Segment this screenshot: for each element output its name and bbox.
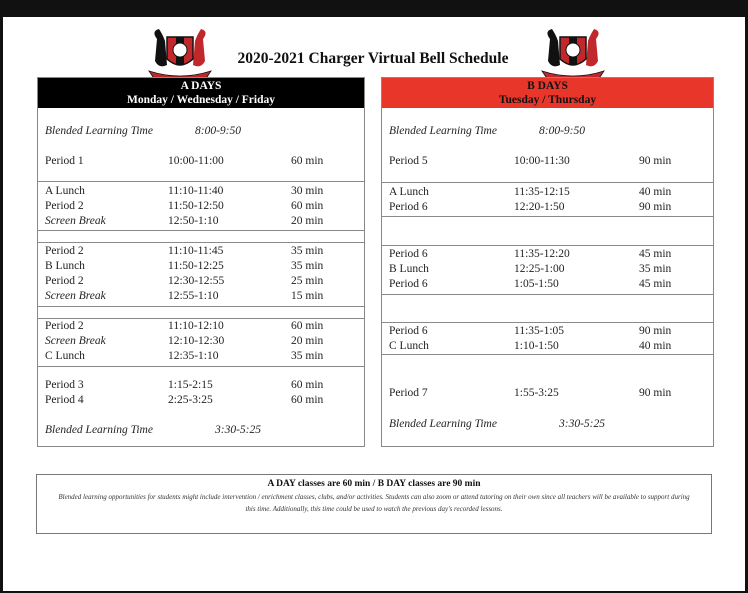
- row-min: 35 min: [291, 245, 324, 257]
- row-min: 15 min: [291, 290, 324, 302]
- divider: [38, 242, 364, 243]
- row-min: 45 min: [639, 248, 672, 260]
- row-time: 11:35-1:05: [514, 325, 565, 337]
- row-time: 1:10-1:50: [514, 340, 559, 352]
- row-time: 11:10-12:10: [168, 320, 224, 332]
- row-min: 60 min: [291, 320, 324, 332]
- note-body: Blended learning opportunities for students might include intervention / enrichment classes, clubs, and/or activities. Students can also zoom or attend tutoring on their own since all teachers will be available to support during this time. Additionally, this time could be used to watch the previous day's recorded lessons.: [58, 493, 690, 513]
- row-time: 10:00-11:30: [514, 155, 570, 167]
- a-days-subtitle: Monday / Wednesday / Friday: [126, 94, 276, 106]
- divider: [382, 354, 713, 355]
- row-label: Period 3: [45, 379, 84, 391]
- a-blended-end-label: Blended Learning Time: [45, 424, 153, 436]
- row-time: 12:35-1:10: [168, 350, 219, 362]
- row-time: 11:35-12:20: [514, 248, 570, 260]
- row-label: Screen Break: [45, 335, 106, 347]
- row-label: Period 6: [389, 278, 428, 290]
- row-time: 12:10-12:30: [168, 335, 225, 347]
- row-min: 20 min: [291, 335, 324, 347]
- row-min: 20 min: [291, 215, 324, 227]
- schedule-page: [3, 17, 745, 591]
- row-min: 35 min: [291, 350, 324, 362]
- b-days-subtitle: Tuesday / Thursday: [498, 94, 597, 106]
- row-label: C Lunch: [45, 350, 85, 362]
- row-label: C Lunch: [389, 340, 429, 352]
- row-min: 30 min: [291, 185, 324, 197]
- row-min: 90 min: [639, 155, 672, 167]
- page-title: 2020-2021 Charger Virtual Bell Schedule: [237, 50, 509, 67]
- b-blended-start-label: Blended Learning Time: [389, 125, 497, 137]
- row-time: 12:55-1:10: [168, 290, 219, 302]
- row-time: 12:30-12:55: [168, 275, 225, 287]
- row-time: 11:10-11:40: [168, 185, 224, 197]
- row-label: Screen Break: [45, 290, 106, 302]
- row-label: A Lunch: [45, 185, 85, 197]
- b-blended-end-label: Blended Learning Time: [389, 418, 497, 430]
- row-min: 35 min: [639, 263, 672, 275]
- row-label: Period 2: [45, 275, 84, 287]
- row-min: 45 min: [639, 278, 672, 290]
- row-min: 90 min: [639, 201, 672, 213]
- row-min: 60 min: [291, 200, 324, 212]
- a-days-title: A DAYS: [180, 80, 222, 92]
- divider: [382, 216, 713, 217]
- row-time: 11:50-12:50: [168, 200, 224, 212]
- row-min: 60 min: [291, 379, 324, 391]
- a-days-panel: [37, 77, 365, 447]
- row-time: 1:55-3:25: [514, 387, 559, 399]
- row-min: 40 min: [639, 186, 672, 198]
- row-time: 11:35-12:15: [514, 186, 570, 198]
- a-blended-start-time: 8:00-9:50: [195, 125, 241, 137]
- b-blended-end-time: 3:30-5:25: [559, 418, 605, 430]
- row-label: Period 2: [45, 320, 84, 332]
- divider: [38, 366, 364, 367]
- row-min: 35 min: [291, 260, 324, 272]
- divider: [38, 230, 364, 231]
- b-days-header: [382, 78, 713, 108]
- row-time: 12:25-1:00: [514, 263, 565, 275]
- a-blended-end-time: 3:30-5:25: [215, 424, 261, 436]
- a-blended-start-label: Blended Learning Time: [45, 125, 153, 137]
- row-min: 40 min: [639, 340, 672, 352]
- divider: [38, 181, 364, 182]
- row-label: Period 5: [389, 155, 428, 167]
- a-period1-min: 60 min: [291, 155, 324, 167]
- row-time: 1:05-1:50: [514, 278, 559, 290]
- row-time: 1:15-2:15: [168, 379, 213, 391]
- b-blended-start-time: 8:00-9:50: [539, 125, 585, 137]
- row-min: 60 min: [291, 394, 324, 406]
- b-days-panel: [381, 77, 714, 447]
- note-heading: A DAY classes are 60 min / B DAY classes are 90 min: [267, 479, 481, 489]
- row-label: A Lunch: [389, 186, 429, 198]
- divider: [382, 322, 713, 323]
- a-period1-label: Period 1: [45, 155, 84, 167]
- divider: [382, 294, 713, 295]
- row-min: 90 min: [639, 325, 672, 337]
- row-time: 2:25-3:25: [168, 394, 213, 406]
- row-label: Period 4: [45, 394, 84, 406]
- row-label: B Lunch: [45, 260, 85, 272]
- row-label: Period 2: [45, 245, 84, 257]
- divider: [382, 182, 713, 183]
- row-label: B Lunch: [389, 263, 429, 275]
- row-label: Period 6: [389, 248, 428, 260]
- row-time: 11:10-11:45: [168, 245, 224, 257]
- row-time: 12:20-1:50: [514, 201, 565, 213]
- divider: [38, 318, 364, 319]
- row-label: Period 6: [389, 325, 428, 337]
- row-label: Period 6: [389, 201, 428, 213]
- row-time: 12:50-1:10: [168, 215, 219, 227]
- divider: [382, 245, 713, 246]
- row-min: 25 min: [291, 275, 324, 287]
- row-label: Period 7: [389, 387, 428, 399]
- row-label: Screen Break: [45, 215, 106, 227]
- row-time: 11:50-12:25: [168, 260, 224, 272]
- a-period1-time: 10:00-11:00: [168, 155, 224, 167]
- row-label: Period 2: [45, 200, 84, 212]
- a-days-header: [38, 78, 364, 108]
- divider: [38, 306, 364, 307]
- b-days-title: B DAYS: [527, 80, 568, 92]
- schedule-note-box: [36, 474, 712, 534]
- row-min: 90 min: [639, 387, 672, 399]
